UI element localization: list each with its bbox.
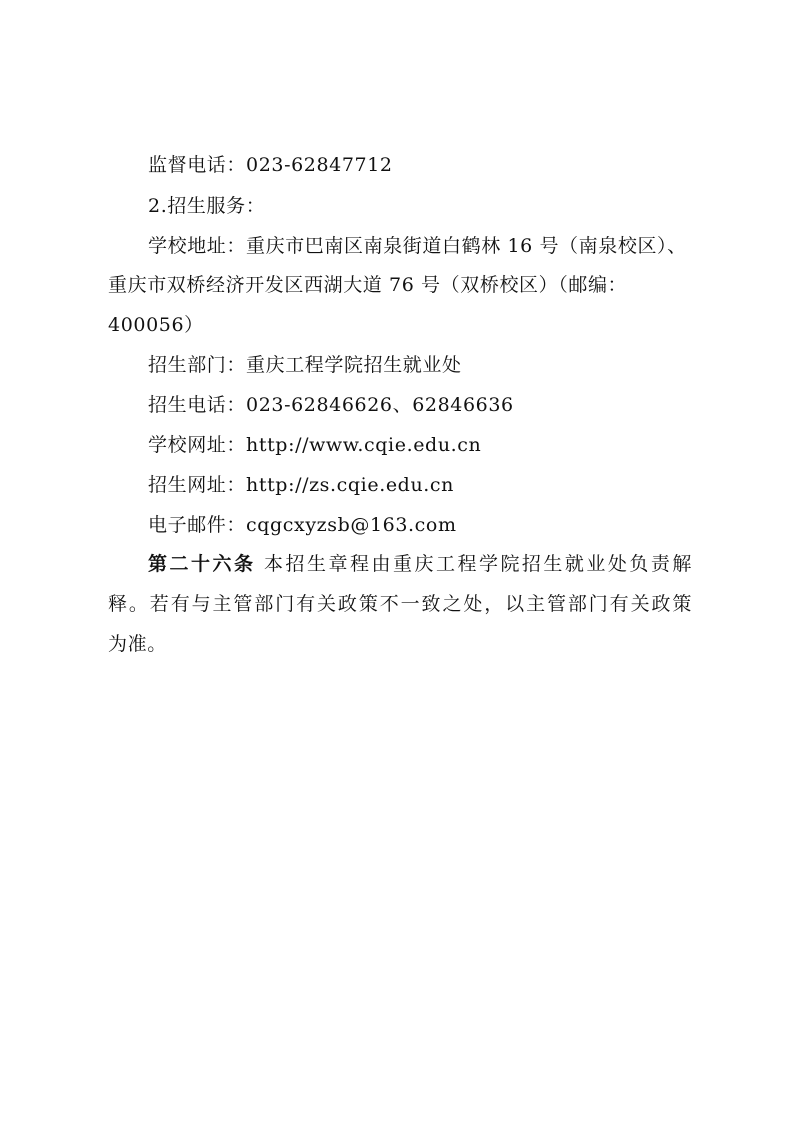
admission-department: 招生部门：重庆工程学院招生就业处: [148, 354, 462, 376]
admission-phone: 招生电话：023-62846626、62846636: [148, 394, 514, 416]
supervision-phone: 监督电话：023-62847712: [148, 154, 393, 176]
service-heading: 2.招生服务：: [148, 195, 266, 217]
school-website: 学校网址：http://www.cqie.edu.cn: [148, 434, 482, 456]
article-label: 第二十六条: [148, 553, 256, 575]
school-address-line-1: 学校地址：重庆市巴南区南泉街道白鹤林 16 号（南泉校区）、: [148, 235, 687, 257]
article-26-line-1: [148, 551, 692, 577]
school-address-line-3: 400056）: [108, 314, 204, 336]
admission-website: 招生网址：http://zs.cqie.edu.cn: [148, 474, 454, 496]
email-address: 电子邮件：cqgcxyzsb@163.com: [148, 514, 457, 536]
school-address-line-2: 重庆市双桥经济开发区西湖大道 76 号（双桥校区）（邮编：: [108, 274, 628, 296]
article-26-line-3: 为准。: [108, 633, 167, 655]
article-26-text: 本招生章程由重庆工程学院招生就业处负责解: [264, 553, 692, 575]
article-26-line-2: 释。若有与主管部门有关政策不一致之处，以主管部门有关政策: [108, 593, 692, 615]
